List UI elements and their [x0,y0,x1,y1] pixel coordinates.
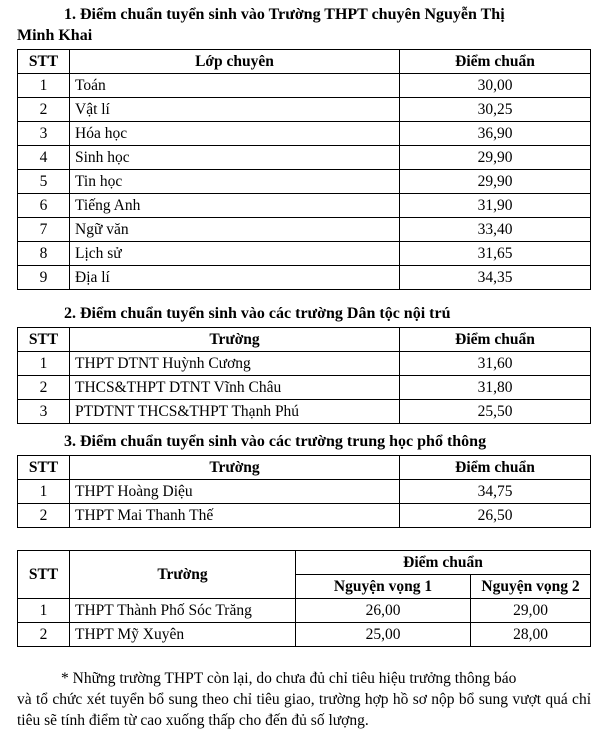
row-stt: 1 [18,599,70,623]
section2-title: 2. Điểm chuẩn tuyển sinh vào các trường Dân tộc nội trú [64,305,451,322]
row-score: 30,25 [400,98,591,122]
header-nv2: Nguyện vọng 2 [471,575,591,599]
header-class: Lớp chuyên [70,50,400,74]
row-school-name: THPT Mai Thanh Thế [70,504,400,528]
table-row [18,242,591,266]
table-header-row [18,328,591,352]
row-score: 29,90 [400,170,591,194]
section4-table [17,550,591,647]
row-stt: 2 [18,623,70,647]
row-class-name: Sinh học [70,146,400,170]
row-school-name: THPT Thành Phố Sóc Trăng [70,599,296,623]
row-stt: 4 [18,146,70,170]
row-school-name: THCS&THPT DTNT Vĩnh Châu [70,376,400,400]
table-row [18,146,591,170]
row-class-name: Tiếng Anh [70,194,400,218]
header-score: Điểm chuẩn [400,50,591,74]
row-class-name: Tin học [70,170,400,194]
header-stt: STT [18,456,70,480]
row-stt: 5 [18,170,70,194]
table-row [18,170,591,194]
row-stt: 3 [18,122,70,146]
header-stt: STT [18,328,70,352]
row-stt: 6 [18,194,70,218]
table-row [18,194,591,218]
table-header-row [18,456,591,480]
table-header-row [18,50,591,74]
section1-table [17,49,591,290]
row-score: 29,90 [400,146,591,170]
row-stt: 1 [18,74,70,98]
row-school-name: PTDTNT THCS&THPT Thạnh Phú [70,400,400,424]
header-score: Điểm chuẩn [296,551,591,575]
row-score: 31,90 [400,194,591,218]
table-row [18,218,591,242]
row-score-nv2: 28,00 [471,623,591,647]
row-class-name: Địa lí [70,266,400,290]
row-school-name: THPT Mỹ Xuyên [70,623,296,647]
table-row [18,74,591,98]
row-score: 26,50 [400,504,591,528]
section2-table [17,327,591,424]
table-row [18,122,591,146]
header-score: Điểm chuẩn [400,456,591,480]
table-row [18,98,591,122]
footnote [17,668,591,731]
row-class-name: Hóa học [70,122,400,146]
row-score-nv1: 25,00 [296,623,471,647]
footnote-rest: và tổ chức xét tuyển bổ sung theo chỉ tiêu giao, trường hợp hồ sơ nộp bổ sung vượt quá chỉ tiêu sẽ tính điểm từ cao xuống thấp cho đến đủ số lượng. [17,691,591,729]
header-stt: STT [18,50,70,74]
row-score-nv2: 29,00 [471,599,591,623]
table-row [18,266,591,290]
row-score: 34,35 [400,266,591,290]
row-score: 31,60 [400,352,591,376]
section1-title-line1: 1. Điểm chuẩn tuyển sinh vào Trường THPT chuyên Nguyễn Thị [64,6,505,23]
table-header-row [18,551,591,575]
row-stt: 7 [18,218,70,242]
table-row [18,623,591,647]
row-score: 25,50 [400,400,591,424]
table-row [18,599,591,623]
row-score: 31,65 [400,242,591,266]
row-stt: 1 [18,352,70,376]
header-score: Điểm chuẩn [400,328,591,352]
row-school-name: THPT Hoàng Diệu [70,480,400,504]
table-row [18,400,591,424]
table-row [18,504,591,528]
row-school-name: THPT DTNT Huỳnh Cương [70,352,400,376]
table-row [18,352,591,376]
row-stt: 9 [18,266,70,290]
row-score: 33,40 [400,218,591,242]
row-stt: 2 [18,504,70,528]
section1-title-line2: Minh Khai [17,27,93,44]
footnote-line1: * Những trường THPT còn lại, do chưa đủ chỉ tiêu hiệu trưởng thông báo [61,670,517,687]
row-stt: 2 [18,98,70,122]
section3-table [17,455,591,528]
table-row [18,480,591,504]
row-stt: 1 [18,480,70,504]
row-score: 34,75 [400,480,591,504]
header-school: Trường [70,328,400,352]
row-class-name: Vật lí [70,98,400,122]
row-score: 31,80 [400,376,591,400]
row-class-name: Lịch sử [70,242,400,266]
row-stt: 2 [18,376,70,400]
header-nv1: Nguyện vọng 1 [296,575,471,599]
section3-title: 3. Điểm chuẩn tuyển sinh vào các trường trung học phổ thông [64,433,487,450]
table-row [18,376,591,400]
header-school: Trường [70,551,296,599]
row-score: 36,90 [400,122,591,146]
row-score-nv1: 26,00 [296,599,471,623]
row-stt: 8 [18,242,70,266]
header-stt: STT [18,551,70,599]
header-school: Trường [70,456,400,480]
row-class-name: Ngữ văn [70,218,400,242]
row-class-name: Toán [70,74,400,98]
row-stt: 3 [18,400,70,424]
row-score: 30,00 [400,74,591,98]
